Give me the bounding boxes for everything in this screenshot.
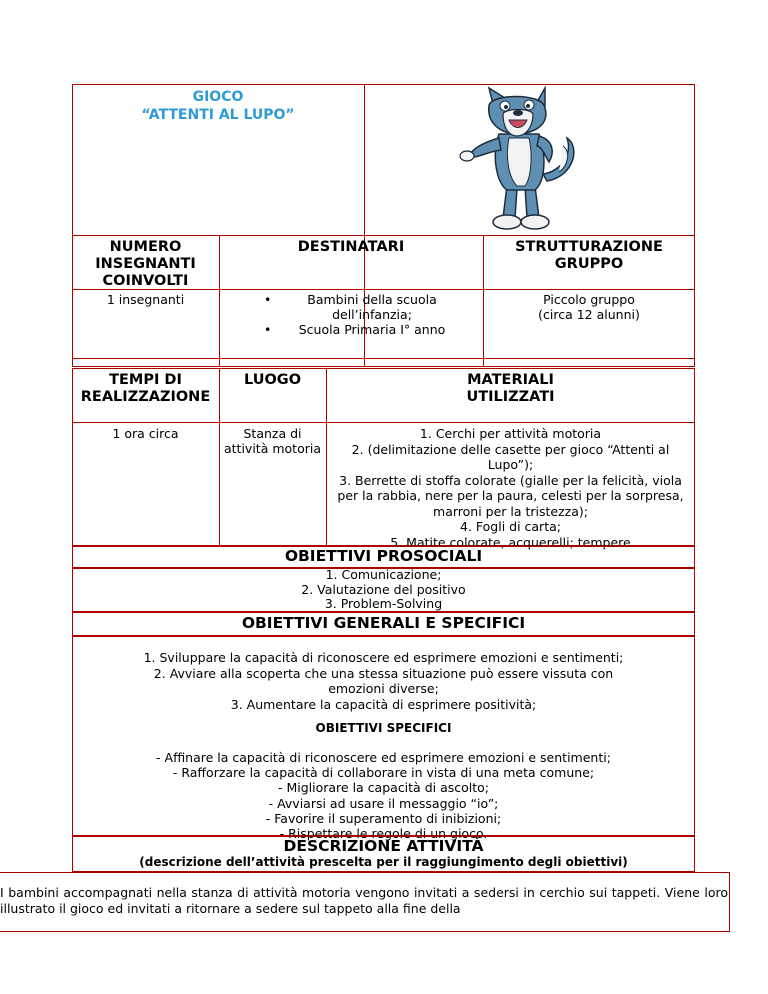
materiali-list: [326, 426, 695, 550]
header-text: LUOGO: [243, 372, 302, 388]
header-text: REALIZZAZIONE: [80, 389, 211, 405]
divider: [219, 368, 220, 546]
materiali-item: 3. Berrette di stoffa colorate (gialle per la felicità, viola: [339, 472, 682, 488]
prosociali-item: 3. Problem-Solving: [324, 596, 443, 611]
generali-item: 3. Aumentare la capacità di esprimere positività;: [230, 696, 537, 712]
specifici-item: - Rispettare le regole di un gioco.: [279, 826, 488, 842]
generali-heading: OBIETTIVI GENERALI E SPECIFICI: [241, 614, 526, 632]
materiali-item: per la rabbia, nere per la paura, celesti per la sorpresa,: [337, 488, 684, 503]
specifici-list: [25, 750, 742, 841]
header-text: MATERIALI: [467, 372, 554, 388]
specifici-item: - Rafforzare la capacità di collaborare in vista di una meta comune;: [172, 765, 595, 781]
title-line-2: “ATTENTI AL LUPO”: [141, 107, 295, 123]
materiali-item: 5. Matite colorate, acquerelli; tempere: [390, 534, 631, 550]
prosociali-item: 1. Comunicazione;: [325, 567, 442, 582]
header-text: COINVOLTI: [102, 273, 189, 289]
value-line: Piccolo gruppo: [543, 292, 635, 307]
header-numero-insegnanti: [72, 239, 219, 290]
specifici-item: - Favorire il superamento di inibizioni;: [265, 810, 502, 826]
header-tempi-realizzazione: [72, 372, 219, 406]
header-strutturazione-gruppo: [483, 239, 695, 273]
specifici-item: - Avviarsi ad usare il messaggio “io”;: [268, 795, 499, 811]
divider: [72, 422, 695, 423]
generali-item: emozioni diverse;: [328, 681, 439, 696]
header-text: STRUTTURAZIONE: [515, 239, 663, 255]
tempi-value: 1 ora circa: [112, 426, 179, 441]
generali-item: 1. Sviluppare la capacità di riconoscere ed esprimere emozioni e sentimenti;: [143, 650, 624, 665]
header-text: INSEGNANTI: [95, 256, 196, 272]
value-line: (circa 12 alunni): [538, 307, 640, 322]
materiali-item: 2. (delimitazione delle casette per gioco “Attenti al: [351, 441, 670, 457]
header-text: TEMPI DI: [109, 372, 182, 388]
prosociali-list: [72, 568, 695, 612]
materiali-item: marroni per la tristezza);: [433, 503, 588, 519]
value-line: Stanza di: [243, 426, 302, 441]
descrizione-subheading: (descrizione dell’attività prescelta per il raggiungimento degli obiettivi): [139, 855, 628, 869]
specifici-heading: OBIETTIVI SPECIFICI: [315, 721, 452, 735]
header-text: UTILIZZATI: [466, 389, 555, 405]
generali-list: [25, 650, 742, 712]
page-title: [72, 88, 364, 124]
value-line: attività motoria: [224, 441, 321, 456]
luogo-value: [219, 426, 326, 456]
numero-insegnanti-value: 1 insegnanti: [106, 292, 185, 307]
wolf-illustration: [455, 86, 585, 234]
header-text: GRUPPO: [554, 256, 624, 272]
header-text: NUMERO: [109, 239, 182, 255]
strutturazione-value: [483, 292, 695, 322]
header-text: DESTINATARI: [297, 239, 405, 255]
materiali-item: Lupo”);: [487, 457, 534, 472]
specifici-item: - Affinare la capacità di riconoscere ed esprimere emozioni e sentimenti;: [156, 750, 611, 765]
destinatari-list: [290, 292, 454, 337]
materiali-item: 1. Cerchi per attività motoria: [419, 426, 602, 441]
header-luogo: [219, 372, 326, 389]
divider: [72, 358, 695, 359]
materiali-item: 4. Fogli di carta;: [460, 519, 561, 534]
title-line-1: GIOCO: [192, 89, 244, 105]
specifici-item: - Migliorare la capacità di ascolto;: [277, 780, 490, 796]
generali-item: 2. Avviare alla scoperta che una stessa situazione può essere vissuta con: [153, 665, 614, 681]
header-materiali: [326, 372, 695, 406]
header-destinatari: [219, 239, 483, 256]
divider: [72, 235, 695, 236]
destinatari-item: • Bambini della scuola dell’infanzia;: [290, 292, 454, 322]
descrizione-heading: DESCRIZIONE ATTIVITÀ: [283, 837, 484, 855]
destinatari-item: • Scuola Primaria I° anno: [290, 322, 454, 337]
prosociali-item: 2. Valutazione del positivo: [301, 581, 466, 597]
descrizione-text: I bambini accompagnati nella stanza di attività motoria vengono invitati a sedersi in cerchio sui tappeti. Viene loro illustrato il gioco ed invitati a ritornare a sedere sul tappeto alla fine della: [0, 885, 728, 916]
prosociali-heading: OBIETTIVI PROSOCIALI: [284, 547, 483, 565]
